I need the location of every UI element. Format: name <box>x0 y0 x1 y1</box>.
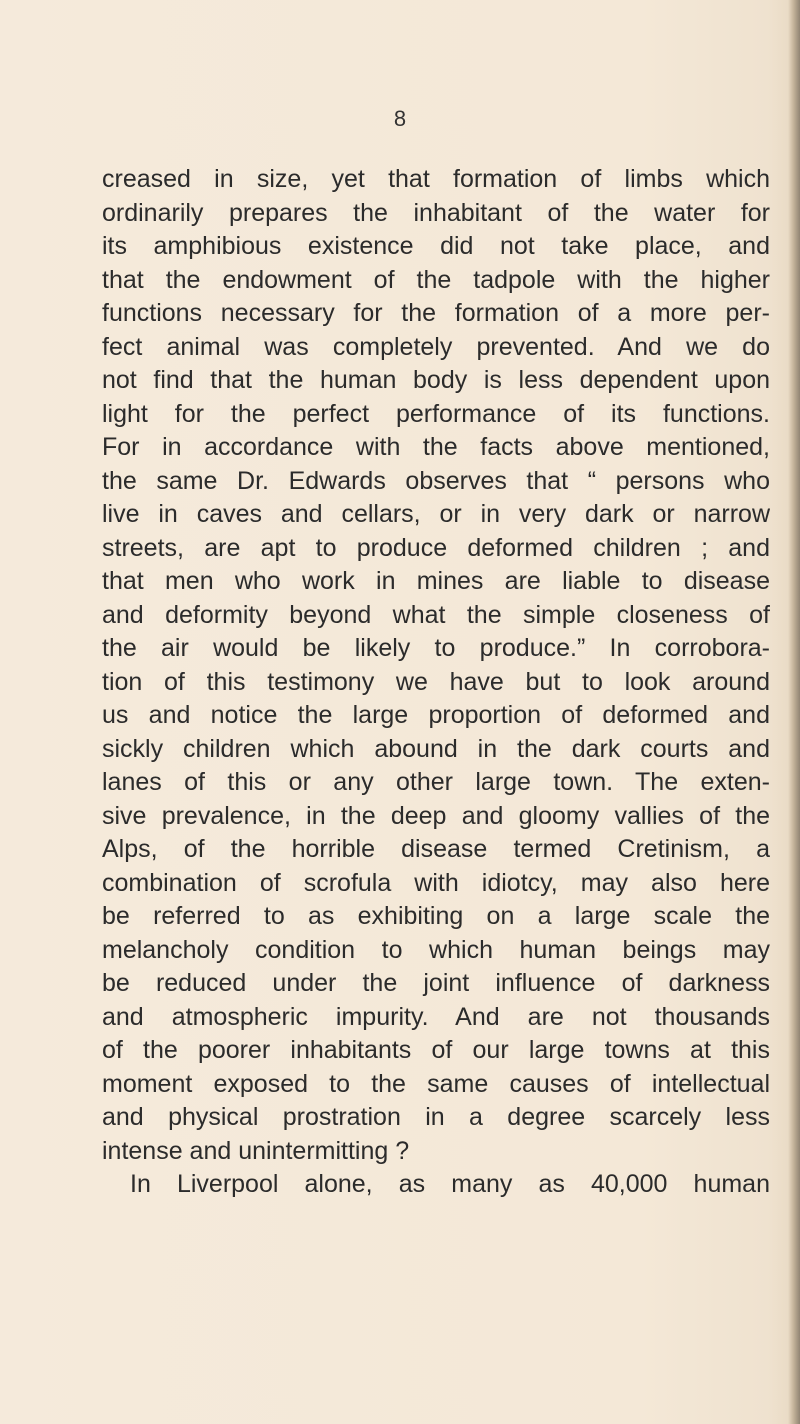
text-line: functions necessary for the formation of a more per- <box>102 299 770 327</box>
text-line: fect animal was completely prevented. And we do <box>102 332 770 361</box>
text-line: be reduced under the joint influence of darkness <box>102 969 770 997</box>
body-text <box>102 163 770 1202</box>
text-line: that men who work in mines are liable to disease <box>102 567 770 595</box>
text-line: lanes of this or any other large town. The exten- <box>102 768 770 796</box>
text-line: streets, are apt to produce deformed children ; and <box>102 533 770 562</box>
text-line: ordinarily prepares the inhabitant of the water for <box>102 198 770 227</box>
page-number: 8 <box>393 106 407 131</box>
text-line: melancholy condition to which human beings may <box>102 935 770 964</box>
text-line: intense and unintermitting ? <box>102 1136 410 1165</box>
text-line: moment exposed to the same causes of intellectual <box>102 1069 770 1098</box>
text-line: the air would be likely to produce.” In corrobora- <box>102 634 770 662</box>
text-line: tion of this testimony we have but to look around <box>102 667 770 696</box>
text-line: For in accordance with the facts above mentioned, <box>102 433 770 461</box>
text-line: light for the perfect performance of its functions. <box>102 399 770 428</box>
text-line: live in caves and cellars, or in very dark or narrow <box>102 500 770 528</box>
text-line: of the poorer inhabitants of our large towns at this <box>102 1036 770 1064</box>
text-line: the same Dr. Edwards observes that “ persons who <box>102 466 770 495</box>
text-line: creased in size, yet that formation of limbs which <box>102 165 770 193</box>
text-line: and deformity beyond what the simple closeness of <box>102 600 770 629</box>
text-line: combination of scrofula with idiotcy, may also here <box>102 868 770 897</box>
text-line: its amphibious existence did not take place, and <box>102 232 770 260</box>
text-line: that the endowment of the tadpole with the higher <box>102 265 770 294</box>
text-line: In Liverpool alone, as many as 40,000 human <box>130 1170 770 1198</box>
text-line: Alps, of the horrible disease termed Cretinism, a <box>102 835 770 863</box>
text-line: sive prevalence, in the deep and gloomy vallies of the <box>102 801 770 830</box>
text-line: be referred to as exhibiting on a large scale the <box>102 902 770 930</box>
text-line: and physical prostration in a degree scarcely less <box>102 1103 770 1131</box>
text-line: not find that the human body is less dependent upon <box>102 366 770 394</box>
text-line: us and notice the large proportion of deformed and <box>102 701 770 729</box>
page-edge-shadow <box>788 0 800 1424</box>
text-line: sickly children which abound in the dark courts and <box>102 734 770 763</box>
text-line: and atmospheric impurity. And are not thousands <box>102 1002 770 1031</box>
